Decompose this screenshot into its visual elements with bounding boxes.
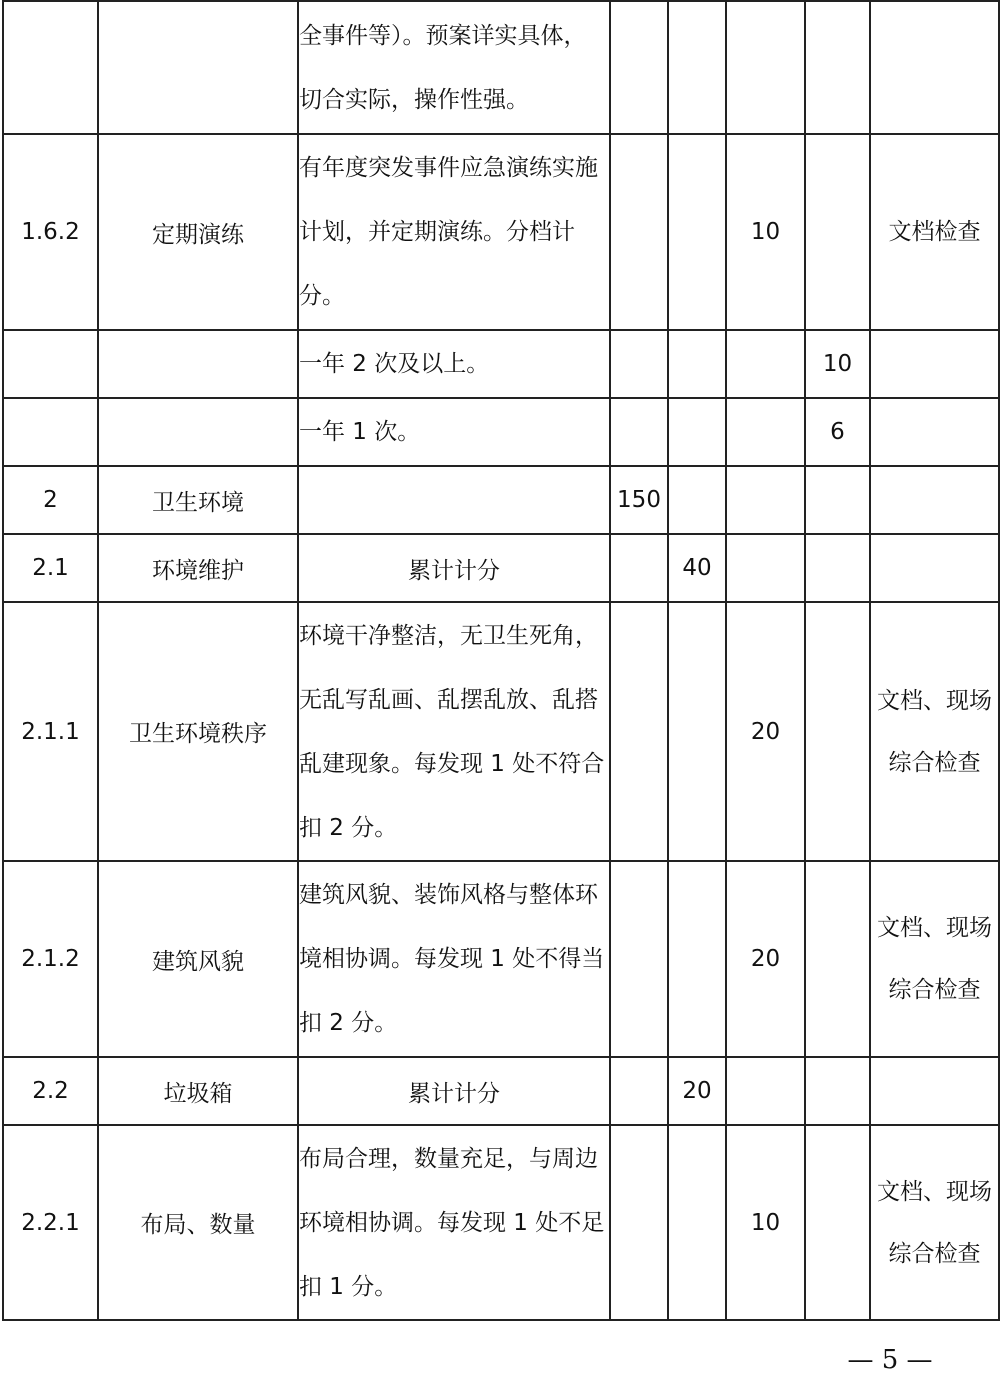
row-number: [3, 330, 98, 398]
row-score: 20: [726, 602, 805, 861]
row-total: [610, 861, 668, 1057]
row-total: [610, 534, 668, 602]
row-grade: [805, 602, 870, 861]
row-desc: [298, 466, 610, 534]
table-row: [3, 134, 999, 330]
row-grade: [805, 861, 870, 1057]
table-row: [3, 1057, 999, 1125]
row-method: 文档、现场综合检查: [870, 861, 999, 1057]
row-method: [870, 1, 999, 134]
row-sub: 20: [668, 1057, 726, 1125]
table-row: [3, 398, 999, 466]
row-grade: 6: [805, 398, 870, 466]
row-number: 2.1.2: [3, 861, 98, 1057]
row-sub: [668, 861, 726, 1057]
table-row: [3, 330, 999, 398]
row-number: 1.6.2: [3, 134, 98, 330]
row-item: 布局、数量: [98, 1125, 298, 1320]
row-desc: 全事件等）。预案详实具体，切合实际，操作性强。: [298, 1, 610, 134]
table-row: [3, 861, 999, 1057]
row-desc: 一年 2 次及以上。: [298, 330, 610, 398]
row-desc: 累计计分: [298, 534, 610, 602]
row-grade: [805, 134, 870, 330]
row-number: [3, 1, 98, 134]
row-sub: [668, 1125, 726, 1320]
row-method: [870, 1057, 999, 1125]
scoring-table: [2, 0, 1000, 1321]
row-method: 文档、现场综合检查: [870, 602, 999, 861]
row-item: [98, 398, 298, 466]
row-desc: 建筑风貌、装饰风格与整体环境相协调。每发现 1 处不得当扣 2 分。: [298, 861, 610, 1057]
row-number: 2: [3, 466, 98, 534]
row-desc: 一年 1 次。: [298, 398, 610, 466]
row-item: [98, 330, 298, 398]
page-number: — 5 —: [847, 1345, 933, 1375]
table-row: [3, 1, 999, 134]
row-total: [610, 134, 668, 330]
row-score: 10: [726, 1125, 805, 1320]
row-sub: [668, 330, 726, 398]
row-grade: [805, 1057, 870, 1125]
row-score: 10: [726, 134, 805, 330]
row-total: [610, 602, 668, 861]
row-grade: [805, 1, 870, 134]
row-total: [610, 330, 668, 398]
row-method: [870, 534, 999, 602]
row-score: [726, 330, 805, 398]
row-total: [610, 1, 668, 134]
row-method: 文档、现场综合检查: [870, 1125, 999, 1320]
row-grade: [805, 466, 870, 534]
row-score: [726, 534, 805, 602]
row-score: 20: [726, 861, 805, 1057]
table-row: [3, 602, 999, 861]
row-method: [870, 466, 999, 534]
row-method: 文档检查: [870, 134, 999, 330]
row-sub: [668, 466, 726, 534]
row-total: [610, 1125, 668, 1320]
row-method: [870, 330, 999, 398]
row-item: 建筑风貌: [98, 861, 298, 1057]
table-row: [3, 534, 999, 602]
row-grade: [805, 534, 870, 602]
row-sub: [668, 398, 726, 466]
row-grade: 10: [805, 330, 870, 398]
row-desc: 有年度突发事件应急演练实施计划，并定期演练。分档计分。: [298, 134, 610, 330]
row-score: [726, 398, 805, 466]
row-total: 150: [610, 466, 668, 534]
row-number: [3, 398, 98, 466]
row-desc: 环境干净整洁，无卫生死角，无乱写乱画、乱摆乱放、乱搭乱建现象。每发现 1 处不符合扣 2 分。: [298, 602, 610, 861]
table-row: [3, 466, 999, 534]
row-number: 2.1: [3, 534, 98, 602]
row-sub: [668, 1, 726, 134]
row-item: 卫生环境: [98, 466, 298, 534]
row-grade: [805, 1125, 870, 1320]
table-row: [3, 1125, 999, 1320]
row-score: [726, 1057, 805, 1125]
row-sub: 40: [668, 534, 726, 602]
row-item: [98, 1, 298, 134]
row-number: 2.2: [3, 1057, 98, 1125]
row-desc: 累计计分: [298, 1057, 610, 1125]
row-number: 2.2.1: [3, 1125, 98, 1320]
row-number: 2.1.1: [3, 602, 98, 861]
row-total: [610, 398, 668, 466]
row-total: [610, 1057, 668, 1125]
row-score: [726, 466, 805, 534]
row-sub: [668, 602, 726, 861]
row-item: 垃圾箱: [98, 1057, 298, 1125]
row-item: 定期演练: [98, 134, 298, 330]
row-item: 环境维护: [98, 534, 298, 602]
row-method: [870, 398, 999, 466]
row-score: [726, 1, 805, 134]
row-desc: 布局合理，数量充足，与周边环境相协调。每发现 1 处不足扣 1 分。: [298, 1125, 610, 1320]
row-sub: [668, 134, 726, 330]
row-item: 卫生环境秩序: [98, 602, 298, 861]
